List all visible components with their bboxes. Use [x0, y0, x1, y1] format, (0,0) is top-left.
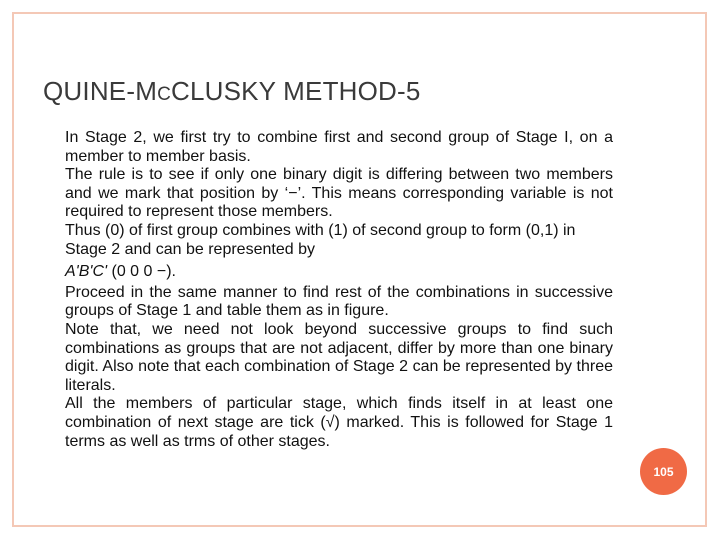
bullet-text: Note that, we need not look beyond successive groups to find such combinations as groups that are not adjacent, differ by more than one binary digit. Also note that each combination of Stage 2 can be represented by three literals.	[65, 320, 613, 394]
bullet-item	[43, 395, 613, 451]
bullet-list	[43, 129, 613, 451]
bullet-text: Proceed in the same manner to find rest of the combinations in successive groups of Stage 1 and table them as in figure.	[65, 283, 613, 320]
boolean-expression	[43, 263, 613, 282]
title-small-caps: C	[157, 84, 171, 105]
expression-term: A'B'C'	[65, 263, 108, 281]
bullet-text: Thus (0) of first group combines with (1) of second group to form (0,1) in Stage 2 and can be represented by	[65, 221, 576, 258]
bullet-item	[43, 129, 613, 166]
bullet-text: In Stage 2, we first try to combine first and second group of Stage I, on a member to member basis.	[65, 129, 613, 165]
bullet-item	[43, 321, 613, 395]
title-main: QUINE-M	[43, 76, 158, 106]
title-rest: CLUSKY METHOD-5	[170, 76, 421, 106]
slide-title	[43, 76, 421, 107]
bullet-text: All the members of particular stage, which finds itself in at least one combination of next stage are tick (√) marked. This is followed for Stage 1 terms as well as trms of other stages.	[65, 395, 613, 450]
page-number-badge: 105	[640, 448, 687, 495]
bullet-item	[43, 166, 613, 222]
bullet-item	[43, 284, 613, 321]
expression-binary: (0 0 0 −).	[107, 263, 176, 281]
bullet-text: The rule is to see if only one binary digit is differing between two members and we mark that position by ‘−’. This means corresponding variable is not required to represent those members.	[65, 166, 613, 221]
bullet-item	[43, 222, 613, 259]
